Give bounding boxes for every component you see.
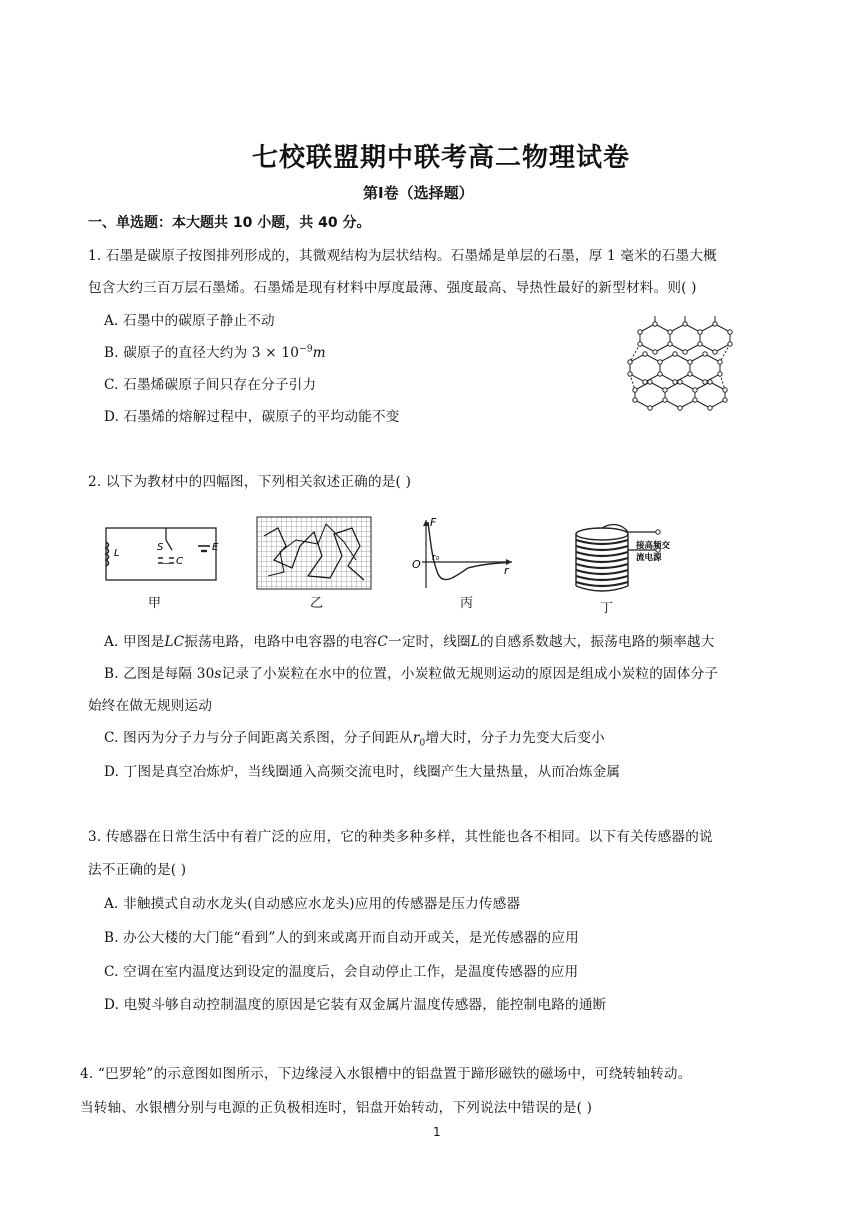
q3-option-a: A. 非触摸式自动水龙头(自动感应水龙头)应用的传感器是压力传感器 (104, 896, 521, 912)
q2-option-a-c: C (377, 634, 389, 650)
q3-stem-line2: 法不正确的是( ) (88, 862, 187, 878)
q1-option-b-exponent: −9 (299, 344, 313, 355)
circuit-label-c: C (176, 556, 183, 567)
q2-option-b-text1: B. 乙图是每隔 30 (104, 666, 215, 682)
q2-option-c-r: r (412, 730, 420, 746)
q4-stem-line2: 当转轴、水银槽分别与电源的正负极相连时，铝盘开始转动，下列说法中错误的是( ) (80, 1100, 593, 1116)
q2-option-d: D. 丁图是真空冶炼炉，当线圈通入高频交流电时，线圈产生大量热量，从而冶炼金属 (104, 764, 621, 780)
q1-option-c: C. 石墨烯碳原子间只存在分子引力 (104, 377, 317, 393)
lc-circuit-figure (100, 520, 222, 588)
q1-option-b (104, 341, 326, 361)
q1-option-d: D. 石墨烯的熔解过程中，碳原子的平均动能不变 (104, 409, 400, 425)
figure-label-yi: 乙 (310, 596, 324, 611)
page-title: 七校联盟期中联考高二物理试卷 (252, 143, 631, 173)
circuit-label-l: L (114, 548, 120, 559)
q2-stem: 2. 以下为教材中的四幅图，下列相关叙述正确的是( ) (88, 474, 412, 490)
q3-option-d: D. 电熨斗够自动控制温度的原因是它装有双金属片温度传感器，能控制电路的通断 (104, 997, 607, 1013)
q2-option-a-text2: 振荡电路，电路中电容器的电容 (184, 634, 378, 650)
circuit-label-e: E (212, 542, 219, 553)
q1-option-b-text: B. 碳原子的直径大约为 3 × 10 (104, 345, 300, 361)
section-heading: 一、单选题：本大题共 10 小题，共 40 分。 (88, 215, 371, 231)
page-subtitle: 第Ⅰ卷（选择题） (363, 184, 474, 202)
q4-stem-line1: 4. “巴罗轮”的示意图如图所示，下边缘浸入水银槽中的铝盘置于蹄形磁铁的磁场中，可绕转轴转动。 (80, 1066, 692, 1082)
circuit-label-s: S (157, 542, 164, 553)
q3-option-b: B. 办公大楼的大门能“看到”人的到来或离开而自动开或关，是光传感器的应用 (104, 930, 579, 946)
q2-option-b (104, 662, 718, 682)
q1-stem-line2: 包含大约三百万层石墨烯。石墨烯是现有材料中厚度最薄、强度最高、导热性最好的新型材料。则( ) (88, 280, 697, 296)
q1-option-a: A. 石墨中的碳原子静止不动 (104, 313, 275, 329)
brownian-motion-figure (256, 516, 372, 590)
q2-option-c (104, 726, 605, 749)
induction-furnace-figure (572, 520, 702, 596)
figure-label-bing: 丙 (460, 596, 474, 611)
q3-option-c: C. 空调在室内温度达到设定的温度后，会自动停止工作，是温度传感器的应用 (104, 964, 579, 980)
page-number: 1 (433, 1125, 441, 1139)
graph-label-r0: r₀ (432, 553, 440, 563)
q2-option-c-text2: 增大时，分子力先变大后变小 (425, 730, 605, 746)
graph-label-f: F (430, 516, 437, 529)
graphite-structure-figure (620, 312, 740, 412)
figure-label-ding: 丁 (600, 601, 614, 616)
q2-option-a-text3: 一定时，线圈 (388, 634, 471, 650)
q2-option-a-l: L (470, 634, 481, 650)
q2-option-c-sub: 0 (419, 738, 426, 749)
q2-option-a-text1: A. 甲图是 (104, 634, 165, 650)
q2-option-c-text1: C. 图丙为分子力与分子间距离关系图，分子间距从 (104, 730, 413, 746)
graph-label-o: O (412, 558, 421, 571)
graph-label-r: r (504, 564, 509, 577)
q3-stem-line1: 3. 传感器在日常生活中有着广泛的应用，它的种类多种多样，其性能也各不相同。以下有关传感器的说 (88, 829, 713, 845)
q1-option-b-unit: m (312, 345, 326, 361)
molecular-force-graph (408, 516, 516, 592)
coil-label-line2: 流电源 (636, 553, 662, 563)
q2-option-b-line2: 始终在做无规则运动 (88, 698, 213, 714)
q2-option-b-text2: 记录了小炭粒在水中的位置，小炭粒做无规则运动的原因是组成小炭粒的固体分子 (221, 666, 719, 682)
q2-option-a (104, 630, 715, 650)
q2-option-b-s: s (214, 666, 222, 682)
q2-option-a-text4: 的自感系数越大，振荡电路的频率越大 (480, 634, 715, 650)
coil-label-line1: 接高频交 (636, 541, 671, 551)
q1-stem-line1: 1. 石墨是碳原子按图排列形成的，其微观结构为层状结构。石墨烯是单层的石墨，厚 1 毫米的石墨大概 (88, 248, 717, 264)
q2-option-a-lc: LC (164, 634, 185, 650)
figure-label-jia: 甲 (148, 596, 162, 611)
